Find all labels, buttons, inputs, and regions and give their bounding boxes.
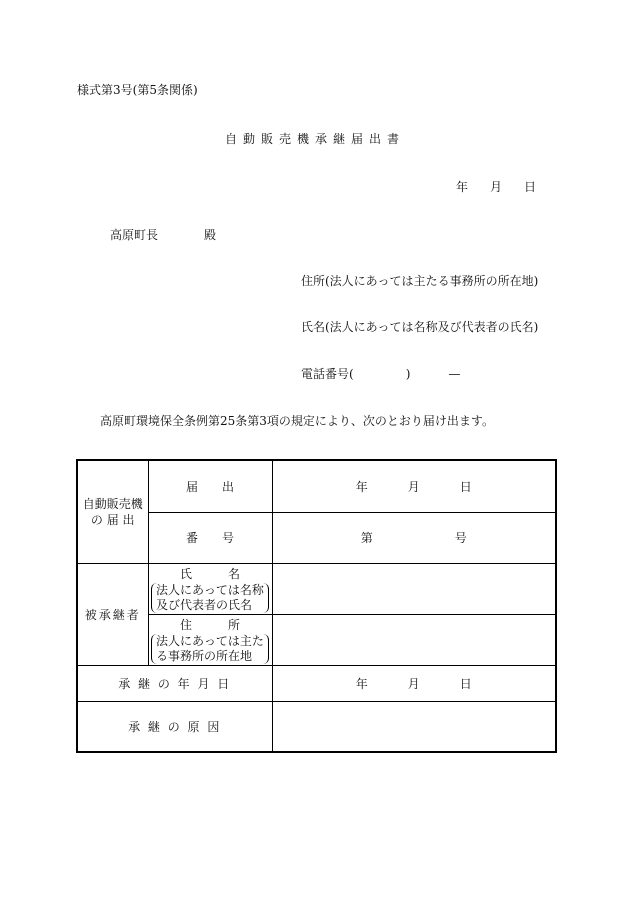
number-prefix: 第 xyxy=(360,531,373,545)
successor-address-label: 住 所 xyxy=(179,617,240,632)
table-row xyxy=(77,614,556,665)
number-label: 番 号 xyxy=(148,512,272,563)
table-row xyxy=(77,460,556,512)
successor-address-value[interactable] xyxy=(272,614,556,665)
applicant-address-label: 住所(法人にあっては主たる事務所の所在地) xyxy=(301,274,539,288)
addressee-suffix: 殿 xyxy=(204,228,217,242)
date-year-label: 年 xyxy=(456,180,469,194)
successor-address-note xyxy=(151,634,269,664)
successor-name-note xyxy=(151,583,269,613)
phone-label: 電話番号( xyxy=(301,367,354,381)
vending-header-line2: の 届 出 xyxy=(90,512,135,527)
table-row xyxy=(77,563,556,614)
vending-header-line1: 自動販売機 xyxy=(82,496,143,511)
form-number: 様式第3号(第5条関係) xyxy=(77,83,198,97)
submission-date xyxy=(456,180,536,194)
succession-reason-value[interactable] xyxy=(272,701,556,752)
successor-name-value[interactable] xyxy=(272,563,556,614)
notification-year: 年 xyxy=(355,479,368,494)
succession-date-label: 承 継 の 年 月 日 xyxy=(77,665,272,701)
succession-form-table xyxy=(76,459,557,753)
date-day-label: 日 xyxy=(524,180,537,194)
name-note-line2: 及び代表者の氏名 xyxy=(156,597,253,612)
succession-reason-label: 承 継 の 原 因 xyxy=(77,701,272,752)
phone-close-paren: ) xyxy=(405,367,411,381)
date-month-label: 月 xyxy=(490,180,503,194)
name-note-line1: 法人にあっては名称 xyxy=(156,582,264,597)
statement-text: 高原町環境保全条例第25条第3項の規定により、次のとおり届け出ます。 xyxy=(100,414,494,428)
applicant-phone-label xyxy=(301,367,460,381)
address-note-line2: る事務所の所在地 xyxy=(156,648,253,663)
notification-label: 届 出 xyxy=(148,460,272,512)
table-row xyxy=(77,665,556,701)
successor-address-label-cell xyxy=(148,614,272,665)
table-row xyxy=(77,512,556,563)
succession-month: 月 xyxy=(407,676,420,691)
addressee-name: 高原町長 xyxy=(110,228,159,242)
successor-header: 被承継者 xyxy=(77,563,148,665)
phone-dash: — xyxy=(448,367,461,381)
addressee xyxy=(110,228,216,242)
succession-year: 年 xyxy=(355,676,368,691)
applicant-name-label: 氏名(法人にあっては名称及び代表者の氏名) xyxy=(301,320,539,334)
number-cell[interactable] xyxy=(272,512,556,563)
successor-name-label: 氏 名 xyxy=(179,566,240,581)
address-note-line1: 法人にあっては主た xyxy=(156,633,264,648)
succession-day: 日 xyxy=(459,676,472,691)
notification-month: 月 xyxy=(407,479,420,494)
notification-day: 日 xyxy=(459,479,472,494)
successor-name-label-cell xyxy=(148,563,272,614)
table-row xyxy=(77,701,556,752)
vending-header xyxy=(77,460,148,563)
number-suffix: 号 xyxy=(454,531,467,545)
succession-date-cell[interactable] xyxy=(272,665,556,701)
notification-date-cell[interactable] xyxy=(272,460,556,512)
document-title: 自動販売機承継届出書 xyxy=(224,132,405,146)
